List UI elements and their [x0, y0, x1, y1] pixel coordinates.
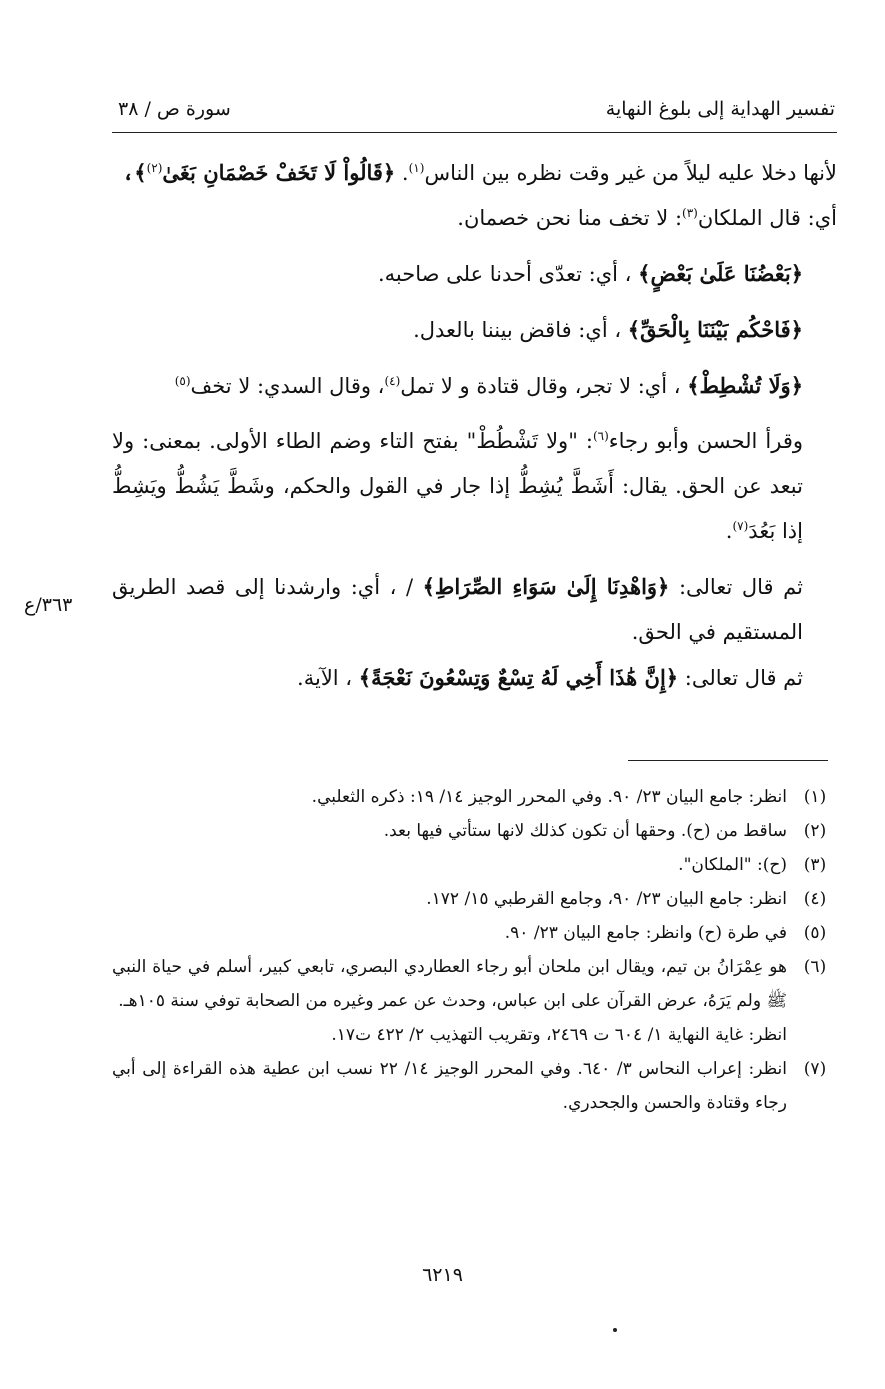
text-segment: .	[725, 519, 733, 543]
paragraph-8	[112, 655, 837, 701]
footnote-ref[interactable]: (٤)	[384, 374, 401, 388]
footnote-rule	[628, 760, 828, 761]
quran-verse: ﴿إِنَّ هَٰذَا أَخِي لَهُ تِسْعٌ وَتِسْعُونَ نَعْجَةً﴾	[358, 665, 679, 690]
paragraph-2	[112, 196, 837, 241]
footnotes	[112, 780, 837, 1120]
text-segment: وقرأ الحسن وأبو رجاء	[608, 429, 804, 453]
footnote-text: ساقط من (ح). وحقها أن تكون كذلك لانها ستأتي فيها بعد.	[383, 821, 787, 841]
surah-reference: سورة ص / ٣٨	[118, 98, 231, 120]
footnote-text: هو عِمْرَانُ بن تيم، ويقال ابن ملحان أبو رجاء العطاردي البصري، تابعي كبير، أسلم في حياة النبي ﷺ ولم يَرَهُ، عرض القرآن على ابن عباس، وحدث عن عمر وغيره من الصحابة توفي سنة ١٠٥هـ.	[112, 957, 787, 1011]
footnote	[112, 1052, 837, 1120]
manuscript-margin-note: ٣٦٣/ع	[24, 594, 73, 616]
footnote-text: في طرة (ح) وانظر: جامع البيان ٢٣/ ٩٠.	[504, 923, 787, 943]
footnote-ref[interactable]: (٥)	[174, 374, 191, 388]
footnote-ref[interactable]: (٣)	[682, 206, 698, 220]
text-segment: أي: قال الملكان	[697, 206, 837, 230]
running-header	[118, 94, 835, 128]
footnote-extra: انظر: غاية النهاية ١/ ٦٠٤ ت ٢٤٦٩، وتقريب التهذيب ٢/ ٤٢٢ ت١٧.	[331, 1025, 787, 1045]
footnote-text: انظر: جامع البيان ٢٣/ ٩٠، وجامع القرطبي ١٥/ ١٧٢.	[426, 889, 787, 909]
footnote-text: انظر: جامع البيان ٢٣/ ٩٠. وفي المحرر الوجيز ١٤/ ١٩: ذكره الثعلبي.	[311, 787, 787, 807]
quran-verse: ﴿وَلَا تُشْطِطْ﴾	[687, 373, 803, 398]
footnote	[112, 882, 837, 916]
paragraph-3	[112, 251, 837, 297]
footnote-number: (١)	[803, 787, 827, 807]
stray-dot	[613, 1328, 617, 1332]
footnote	[112, 848, 837, 882]
footnote-number: (٣)	[803, 855, 827, 875]
footnote-text: (ح): "الملكان".	[678, 855, 787, 875]
footnote-ref[interactable]: (٢)	[146, 161, 163, 175]
page-number: ٦٢١٩	[422, 1264, 463, 1286]
text-segment: ثم قال تعالى:	[684, 666, 803, 690]
quran-verse: ﴿فَاحْكُم بَيْنَنَا بِالْحَقِّ﴾	[627, 317, 803, 342]
footnote-number: (٥)	[803, 923, 827, 943]
paragraph-7	[112, 564, 837, 655]
paragraph-4	[112, 307, 837, 353]
text-segment: ، أي: تعدّى أحدنا على صاحبه.	[377, 262, 632, 286]
paragraph-5	[112, 363, 837, 409]
footnote-ref[interactable]: (١)	[408, 161, 425, 175]
text-segment: ، أي: لا تجر، وقال قتادة و لا تمل	[400, 374, 681, 398]
header-rule	[112, 132, 837, 133]
footnote	[112, 950, 837, 1052]
text-segment: / ، أي: وارشدنا إلى قصد الطريق المستقيم في الحق.	[112, 575, 803, 644]
footnote-ref[interactable]: (٦)	[592, 429, 609, 443]
footnote-number: (٤)	[803, 889, 827, 909]
footnote-number: (٢)	[803, 821, 827, 841]
footnote-number: (٦)	[803, 957, 827, 977]
text-segment: ، أي: فاقض بيننا بالعدل.	[413, 318, 622, 342]
quran-verse: ﴿وَاهْدِنَا إِلَىٰ سَوَاءِ الصِّرَاطِ﴾	[422, 574, 670, 599]
text-segment: ، وقال السدي: لا تخف	[190, 374, 385, 398]
text-segment: ، الآية.	[297, 666, 353, 690]
footnote	[112, 814, 837, 848]
text-segment: : لا تخف منا نحن خصمان.	[457, 206, 683, 230]
footnote-number: (٧)	[803, 1059, 827, 1079]
text-segment: : "ولا تَشْطُطْ" بفتح التاء وضم الطاء الأولى. بمعنى: ولا تبعد عن الحق. يقال: أَشَطَّ يُشِطُّ إذا جار في القول والحكم، وشَطَّ يَشُطُّ ويَشِطُّ إذا بَعُدَ	[112, 429, 803, 543]
book-title: تفسير الهداية إلى بلوغ النهاية	[605, 98, 835, 120]
footnote-ref[interactable]: (٧)	[732, 519, 749, 533]
main-text	[112, 150, 837, 701]
footnote	[112, 916, 837, 950]
quran-verse: ﴿قَالُواْ لَا تَخَفْ خَصْمَانِ بَغَىٰ	[162, 160, 396, 185]
quran-verse: ﴿بَعْضُنَا عَلَىٰ بَعْضٍ﴾	[638, 261, 803, 286]
quran-verse-end: ﴾،	[121, 160, 147, 185]
footnote	[112, 780, 837, 814]
paragraph-6	[112, 419, 837, 554]
footnote-text: انظر: إعراب النحاس ٣/ ٦٤٠. وفي المحرر الوجيز ١٤/ ٢٢ نسب ابن عطية هذه القراءة إلى أبي رجاء وقتادة والحسن والجحدري.	[112, 1059, 787, 1113]
paragraph-1: لأنها دخلا عليه ليلاً من غير وقت نظره بين الناس$^{(١)}$. ﴿قَالُواْ لَا تَخَفْ خَصْمَانِ بَغَىٰ$^{(٢)}$﴾،	[121, 160, 837, 185]
text-segment: ثم قال تعالى:	[678, 575, 803, 599]
text-segment: لأنها دخلا عليه ليلاً من غير وقت نظره بين الناس	[424, 161, 837, 185]
